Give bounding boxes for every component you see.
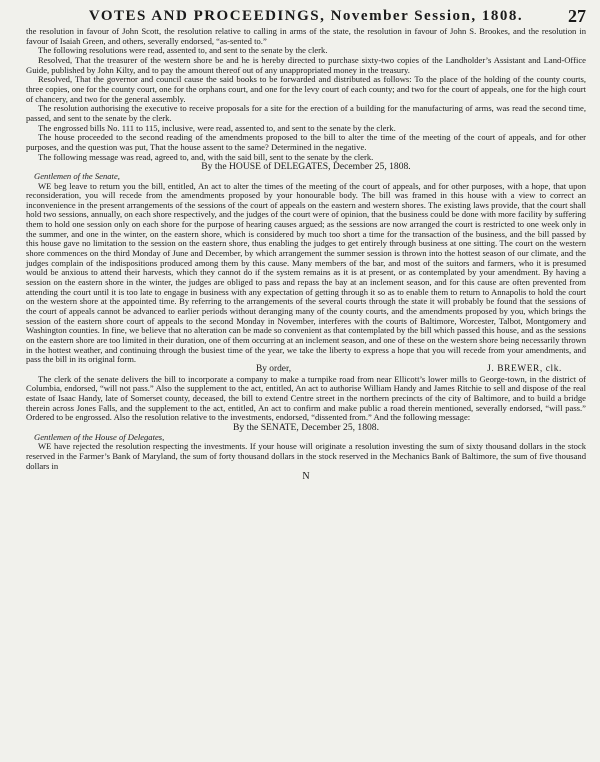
message-salutation: Gentlemen of the Senate,	[34, 170, 120, 181]
paragraph: the resolution in favour of John Scott, the resolution relative to calling in arms of the state, the resolution in favour of John S. Brookes, and the resolution in favour of Isaiah Green, and others, severally endorsed, “as-sented to.”	[26, 26, 586, 46]
clerk-signature: J. BREWER, clk.	[487, 363, 562, 374]
paragraph: The engrossed bills No. 111 to 115, inclusive, were read, assented to, and sent to the senate by the clerk.	[38, 122, 396, 133]
paragraph: The resolution authorising the executive to receive proposals for a site for the erection of a building for the manufacturing of arms, was read the second time, passed, and sent to the senate by the clerk.	[26, 103, 586, 123]
signature-mark: N	[302, 471, 310, 483]
running-header	[26, 8, 586, 25]
page-number: 27	[568, 6, 586, 26]
message-salutation: Gentlemen of the House of Delegates,	[34, 431, 165, 442]
by-order: By order,	[256, 363, 292, 374]
paragraph: Resolved, That the treasurer of the western shore be and he is hereby directed to purchase sixty-two copies of the Landholder’s Assistant and Land-Office Guide, published by John Kilty, and to pay the amount thereof out of any unappropriated money in the treasury.	[26, 54, 586, 75]
message-body: WE beg leave to return you the bill, entitled, An act to alter the times of the meeting of the court of appeals, and for other purposes, with a hope, that upon reconsideration, you will recede from the amendments proposed by your honourable body. The bill was framed in this house with a view to correct an inconvenience in the present arrangements of the sessions of the court of appeals on the eastern and western shores. The existing laws provide, that the court shall hold two sessions, annually, on each shore respectively, and the judges of the court were of opinion, that the business could be done with more facility by suffering them to hold one session only on each shore for the purpose of hearing causes argued; as the sessions are now arranged the court is restricted to one week only in the summer, and one in the winter, on the eastern shore, which is considered by much too short a time for the transaction of the business, and the bill passed by this house gave no limitation to the session on the eastern shore, thus enabling the judges to get entirely through business at one sitting. The court on the western shore commences on the third Monday of June and December, by which arrangement the summer session is thrown into the hottest season of our climate, and the judges complain of the indispositions produced among them by this cause. Many members of the bar, and most of the suitors and farmers, who it is presumed would be anxious to attend their harvests, which they cannot do if the system remains as it is at present, or as contemplated by your amendment. By having a session on the eastern shore in the winter, the judges are obliged to pass and repass the bay at an inclement season, and for this cause are often prevented from attending the court until it is too late to engage in business with any expectation of getting through it so as to enable them to return to Annapolis to hold the court on the western shore at the appointed time. By referring to the arrangements of the several courts through the state it will probably be found that the sessions of the court of appeals cannot be advanced to earlier periods without deranging many of the county courts, and the amendments proposed by you, which brings the session of the eastern shore court of appeals to the second Monday in November, interferes with the courts of Baltimore, Worcester, Talbot, Montgomery and Washington counties. In fine, we believe that no alteration can be made so convenient as that contemplated by the bill which passed this house, and as the sessions on the eastern shore are too limited in their duration, one of them occurring at an inclement season, and one of these on the western shore being necessarily thrown in the hottest weather, and continuing through the busiest time of the year, we take the liberty to express a hope that you will recede from your amendments, and pass the bill in its original form.	[26, 180, 586, 365]
paragraph: The following message was read, agreed to, and, with the said bill, sent to the senate by the clerk.	[38, 151, 374, 162]
paragraph: The house proceeded to the second reading of the amendments proposed to the bill to alter the time of the meeting of the court of appeals, and for other purposes, and the question was put, That the house assent to the same? Determined in the negative.	[26, 132, 586, 152]
message-body: WE have rejected the resolution respecting the investments. If your house will originate a resolution investing the sum of sixty thousand dollars in the stock reserved in the Farmer’s Bank of Maryland, the sum of forty thousand dollars in the stock reserved in the Mechanics Bank of Baltimore, the sum of five thousand dollars in	[26, 441, 586, 471]
paragraph: Resolved, That the governor and council cause the said books to be forwarded and distributed as follows: To the place of the holding of the county courts, three copies, one for the county court, one for the orphans court, and one for the levy court of each county; and two for the court of appeals, one for the high court of chancery, and two for the general assembly.	[26, 74, 586, 104]
body-text	[26, 27, 586, 482]
paragraph: The clerk of the senate delivers the bill to incorporate a company to make a turnpike road from near Ellicott’s lower mills to George-town, in the district of Columbia, endorsed, “will not pass.” Also the supplement to the act, entitled, An act to authorise William Handy and James Ritchie to sell and dispose of the real estate of Isaac Handy, late of Somerset county, deceased, the bill to extend Centre street in the northern precincts of the city of Baltimore, and to build a bridge therein across Jones Falls, and the supplement to the act, entitled, An act to confirm and make public a road therein mentioned, severally endorsed, “will pass.” Ordered to be engrossed. Also the resolution relative to the investments, endorsed, “dissented from.” And the following message:	[26, 373, 586, 423]
paragraph: The following resolutions were read, assented to, and sent to the senate by the clerk.	[38, 45, 328, 56]
message-heading: By the SENATE, December 25, 1808.	[232, 421, 379, 433]
message-heading: By the HOUSE of DELEGATES, December 25, 1808.	[201, 161, 411, 173]
page-title: VOTES AND PROCEEDINGS, November Session, 1808.	[88, 8, 524, 24]
